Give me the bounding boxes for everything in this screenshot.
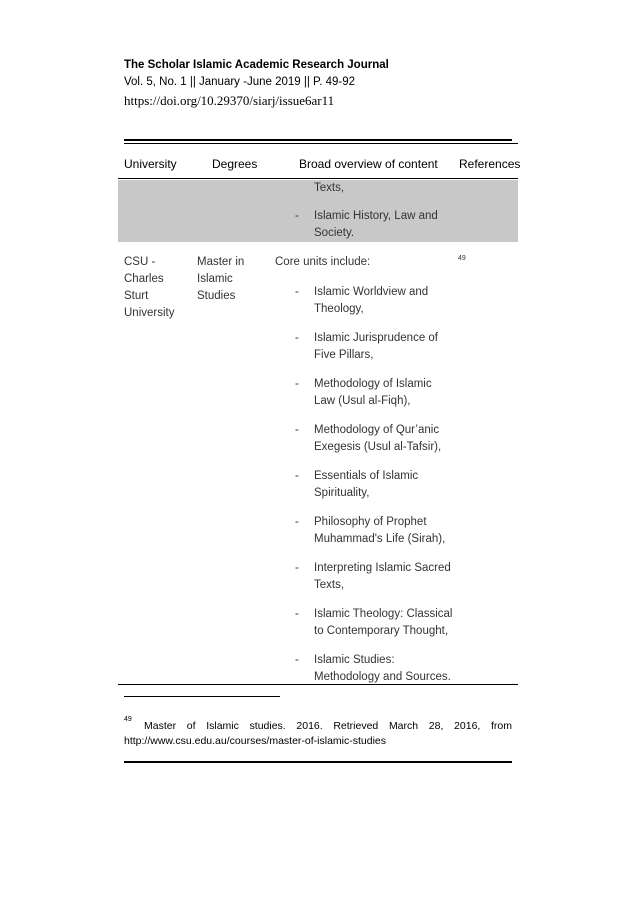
journal-title: The Scholar Islamic Academic Research Journal (124, 59, 389, 71)
column-header-university: University (124, 157, 177, 171)
table-top-rule (124, 143, 518, 144)
footnote-number: 49 (124, 716, 132, 723)
list-dash: - (295, 378, 299, 390)
footnote-separator (124, 696, 280, 697)
column-header-references: References (459, 157, 521, 171)
list-dash: - (295, 210, 299, 222)
list-dash: - (295, 516, 299, 528)
footnote-text (124, 719, 512, 734)
list-item: Islamic Theology: Classical to Contemporary Thought, (314, 608, 453, 637)
column-header-overview: Broad overview of content (299, 157, 438, 171)
list-dash: - (295, 470, 299, 482)
list-dash: - (295, 332, 299, 344)
list-dash: - (295, 608, 299, 620)
continued-list-item: Islamic History, Law and Society. (314, 210, 438, 239)
list-dash: - (295, 654, 299, 666)
degree-cell: Master in Islamic Studies (197, 256, 245, 302)
list-dash: - (295, 562, 299, 574)
university-cell: CSU - Charles Sturt University (124, 256, 175, 319)
reference-number: 49 (458, 255, 466, 262)
list-item: Essentials of Islamic Spirituality, (314, 470, 419, 499)
list-item: Philosophy of Prophet Muhammad's Life (Sirah), (314, 516, 446, 545)
page-bottom-rule (124, 761, 512, 763)
header-rule (124, 139, 512, 141)
list-item: Islamic Studies: Methodology and Sources. (314, 654, 451, 683)
list-dash: - (295, 424, 299, 436)
continued-text-line: Texts, (314, 182, 345, 194)
journal-doi[interactable]: https://doi.org/10.29370/siarj/issue6ar11 (124, 93, 335, 108)
list-item: Methodology of Islamic Law (Usul al-Fiqh), (314, 378, 432, 407)
table-bottom-rule (118, 684, 518, 685)
list-item: Methodology of Qur’anic Exegesis (Usul al-Tafsir), (314, 424, 442, 453)
list-item: Islamic Worldview and Theology, (314, 286, 429, 315)
column-header-degrees: Degrees (212, 157, 258, 171)
footnote-text-body: Master of Islamic studies. 2016. Retrieved March 28, 2016, from (144, 720, 512, 732)
overview-intro: Core units include: (275, 256, 371, 268)
list-dash: - (295, 286, 299, 298)
list-item: Islamic Jurisprudence of Five Pillars, (314, 332, 438, 361)
footnote-url-link[interactable]: http://www.csu.edu.au/courses/master-of-islamic-studies (124, 735, 387, 747)
journal-issue: Vol. 5, No. 1 || January -June 2019 || P. 49-92 (124, 76, 356, 88)
list-item: Interpreting Islamic Sacred Texts, (314, 562, 451, 591)
